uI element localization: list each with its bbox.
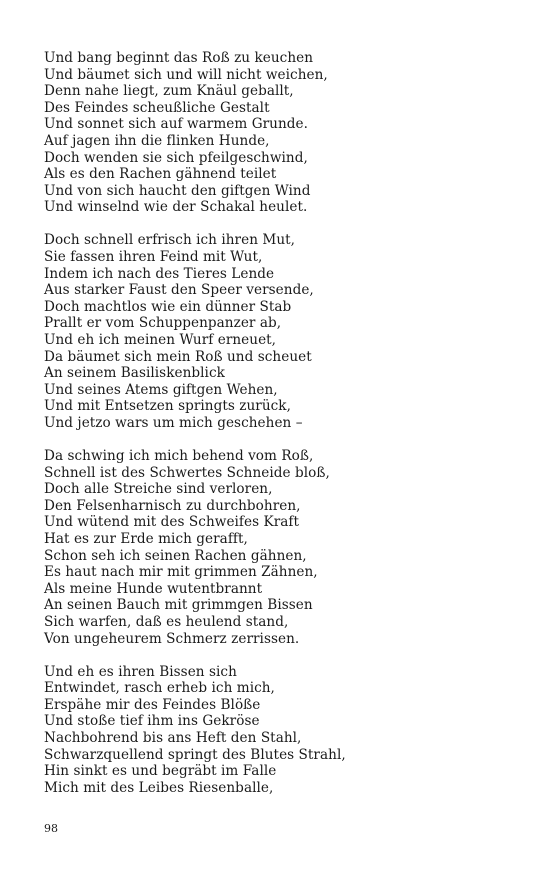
poem-line: Und sonnet sich auf warmem Grunde. [44,116,308,133]
poem-line: Sie fassen ihren Feind mit Wut, [44,249,263,266]
stanza [44,448,524,647]
stanza [44,232,524,431]
poem-line: Nachbohrend bis ans Heft den Stahl, [44,730,302,747]
poem-line: Sich warfen, daß es heulend stand, [44,614,289,630]
poem-line: Aus starker Faust den Speer versende, [44,282,314,299]
poem-line: Schwarzquellend springt des Blutes Strahl, [44,746,346,763]
poem-line: Indem ich nach des Tieres Lende [44,265,275,282]
page-number: 98 [44,822,58,835]
poem-line: Und eh ich meinen Wurf erneuet, [44,332,277,348]
poem-line: Doch alle Streiche sind verloren, [44,481,273,498]
poem-line: Und stoße tief ihm ins Gekröse [44,713,260,730]
poem-line: Doch machtlos wie ein dünner Stab [44,298,292,315]
stanza [44,50,524,216]
poem-line: Entwindet, rasch erheb ich mich, [44,680,275,697]
poem-line: Als meine Hunde wutentbrannt [44,580,263,597]
poem-line: Als es den Rachen gähnend teilet [44,166,277,183]
poem-line: Und jetzo wars um mich geschehen – [44,414,303,431]
poem-line: Auf jagen ihn die flinken Hunde, [44,132,270,149]
stanza [44,664,524,797]
poem-line: Und seines Atems giftgen Wehen, [44,381,278,398]
poem-line: Hin sinkt es und begräbt im Falle [44,763,277,780]
poem-line: Mich mit des Leibes Riesenballe, [44,779,274,796]
poem-line: Des Feindes scheußliche Gestalt [44,99,270,116]
poem-line: Es haut nach mir mit grimmen Zähnen, [44,564,318,581]
poem-body [44,50,524,796]
poem-line: Hat es zur Erde mich gerafft, [44,531,248,548]
poem-line: Und mit Entsetzen springts zurück, [44,398,291,415]
poem-line: Schon seh ich seinen Rachen gähnen, [44,547,307,564]
poem-line: Denn nahe liegt, zum Knäul geballt, [44,83,294,100]
poem-line: Und bäumet sich und will nicht weichen, [44,66,328,83]
poem-line: Doch schnell erfrisch ich ihren Mut, [44,232,296,249]
poem-line: Schnell ist des Schwertes Schneide bloß, [44,464,330,481]
poem-line: Und bang beginnt das Roß zu keuchen [44,50,314,66]
poem-line: Und von sich haucht den giftgen Wind [44,182,311,199]
poem-line: Da schwing ich mich behend vom Roß, [44,448,314,465]
poem-line: An seinen Bauch mit grimmgen Bissen [44,597,313,614]
poem-line: Von ungeheurem Schmerz zerrissen. [44,630,300,647]
poem-line: Den Felsenharnisch zu durchbohren, [44,497,301,514]
poem-line: An seinem Basiliskenblick [44,365,225,382]
poem-line: Prallt er vom Schuppenpanzer ab, [44,315,282,332]
poem-line: Und winselnd wie der Schakal heulet. [44,199,308,216]
poem-line: Doch wenden sie sich pfeilgeschwind, [44,149,308,166]
poem-line: Und wütend mit des Schweifes Kraft [44,514,300,531]
poem-line: Da bäumet sich mein Roß und scheuet [44,348,312,365]
poem-line: Erspähe mir des Feindes Blöße [44,696,261,713]
poem-line: Und eh es ihren Bissen sich [44,663,237,680]
